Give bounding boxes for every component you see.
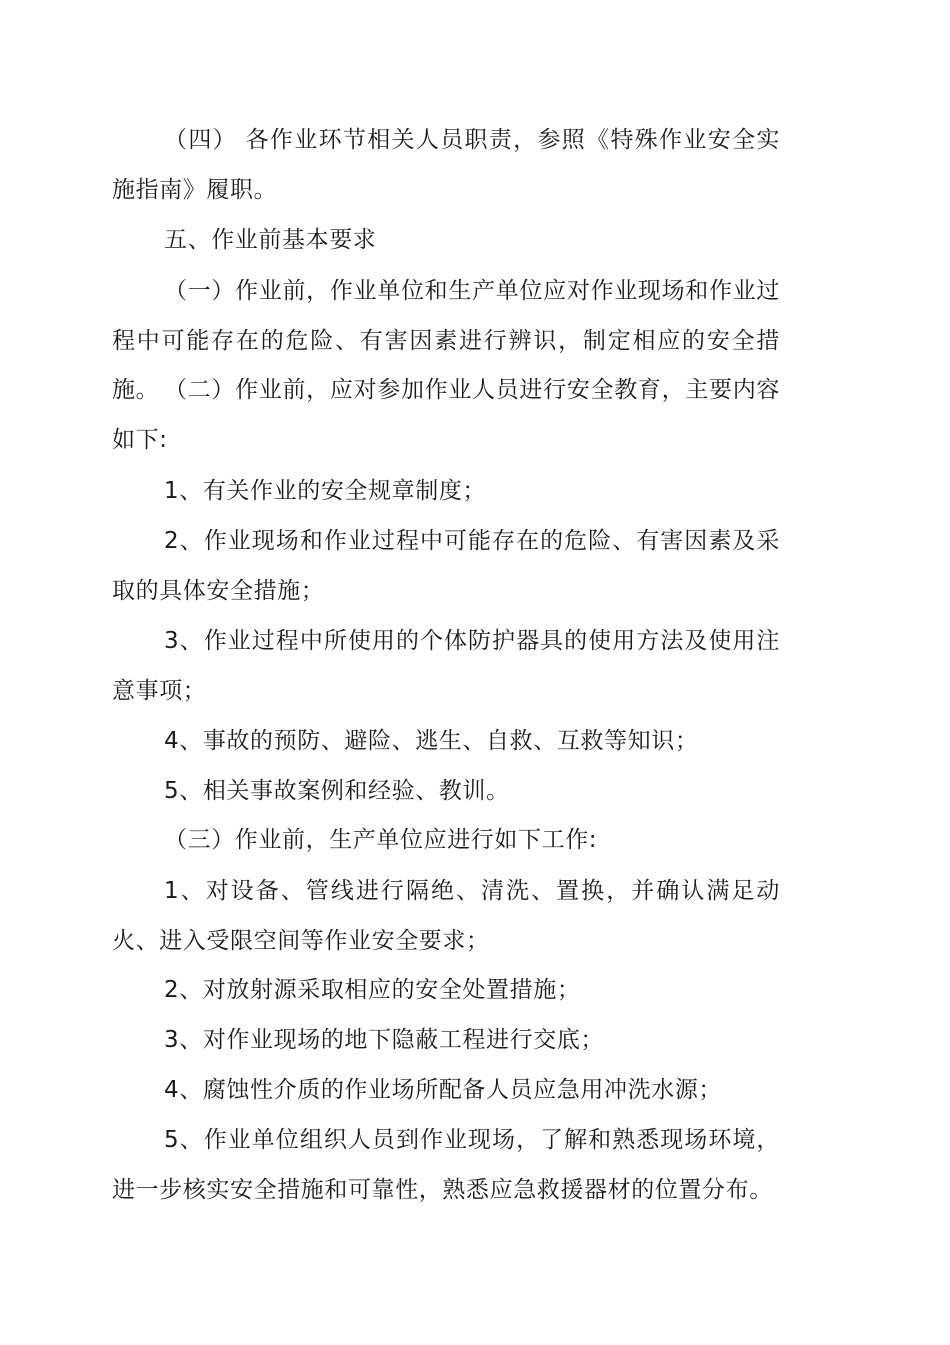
list-item: 2、对放射源采取相应的安全处置措施；: [164, 977, 581, 1003]
list-item: 3、作业过程中所使用的个体防护器具的使用方法及使用注意事项；: [112, 628, 780, 704]
list-item: 4、腐蚀性介质的作业场所配备人员应急用冲洗水源；: [164, 1077, 723, 1103]
section-heading: 五、作业前基本要求: [164, 227, 377, 253]
list-item: 1、对设备、管线进行隔绝、清洗、置换，并确认满足动火、进入受限空间等作业安全要求；: [112, 878, 780, 954]
list-item: 5、作业单位组织人员到作业现场，了解和熟悉现场环境，进一步核实安全措施和可靠性，熟悉应急救援器材的位置分布。: [112, 1127, 780, 1203]
list-item: 2、作业现场和作业过程中可能存在的危险、有害因素及采取的具体安全措施；: [112, 528, 780, 604]
paragraph-safety-education: （二）作业前，应对参加作业人员进行安全教育，主要内容如下:: [112, 377, 780, 453]
paragraph-production-unit-tasks: （三）作业前，生产单位应进行如下工作:: [164, 827, 598, 853]
list-item: 5、相关事故案例和经验、教训。: [164, 778, 510, 804]
paragraph-hazard-identification: （一）作业前，作业单位和生产单位应对作业现场和作业过程中可能存在的危险、有害因素进行辨识，制定相应的安全措施。: [112, 278, 780, 403]
list-item: 4、事故的预防、避险、逃生、自救、互救等知识；: [164, 728, 699, 754]
list-item: 3、对作业现场的地下隐蔽工程进行交底；: [164, 1027, 605, 1053]
paragraph-duties: （四） 各作业环节相关人员职责，参照《特殊作业安全实施指南》履职。: [112, 127, 780, 203]
list-item: 1、有关作业的安全规章制度；: [164, 478, 487, 504]
